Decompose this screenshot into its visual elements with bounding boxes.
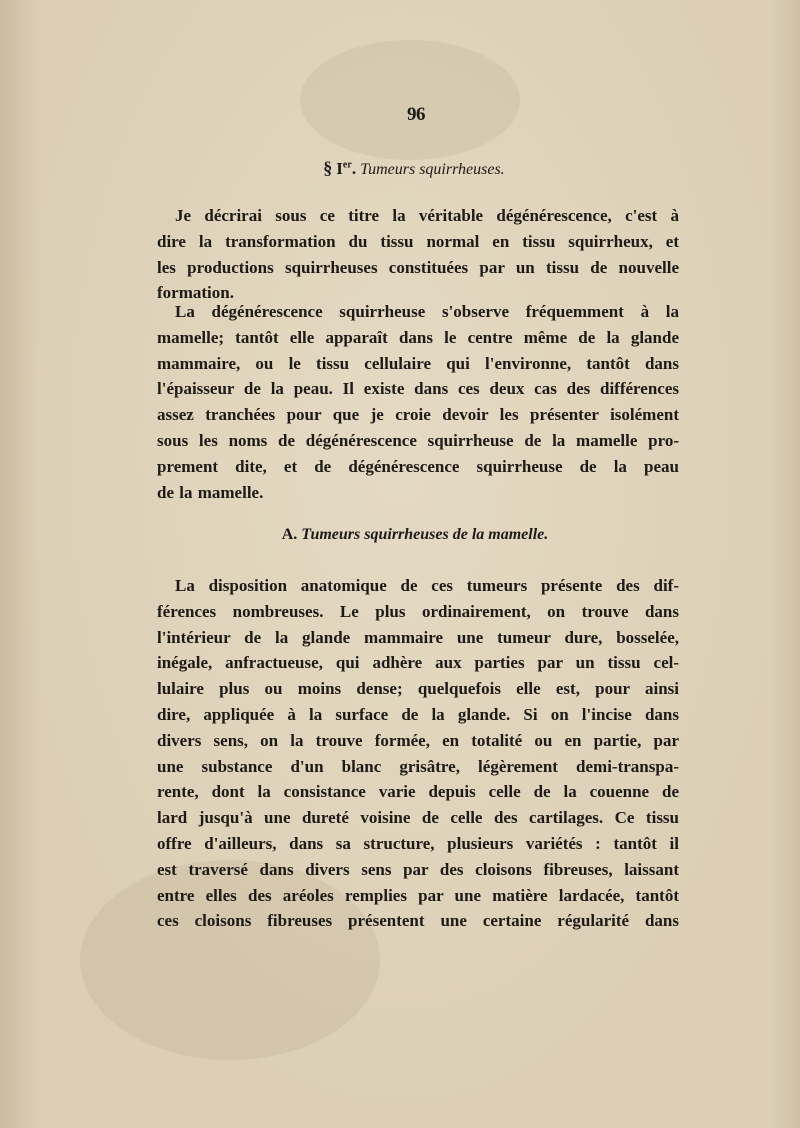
paragraph-line: La dégénérescence squirrheuse s'observe fréquemment à la (175, 302, 679, 321)
paragraph-line: assez tranchées pour que je croie devoir les présenter isolément (157, 405, 679, 425)
paragraph-3 (157, 573, 679, 934)
paragraph-line: La disposition anatomique de ces tumeurs présente des dif- (175, 576, 679, 595)
paragraph-line: sous les noms de dégénérescence squirrheuse de la mamelle pro- (157, 430, 679, 450)
paragraph-line: dire, appliquée à la surface de la glande. Si on l'incise dans (157, 704, 679, 724)
paragraph-line: Je décrirai sous ce titre la véritable dégénérescence, c'est à (175, 206, 679, 225)
section-heading (0, 158, 800, 179)
subsection-letter: A. (281, 526, 298, 543)
paragraph-line: mammaire, ou le tissu cellulaire qui l'environne, tantôt dans (157, 353, 679, 373)
paragraph-line: lulaire plus ou moins dense; quelquefois elle est, pour ainsi (157, 679, 679, 699)
paragraph-line: entre elles des aréoles remplies par une matière lardacée, tantôt (157, 885, 679, 905)
paragraph-line: férences nombreuses. Le plus ordinairement, on trouve dans (157, 601, 679, 621)
paragraph-line: de la mamelle. (157, 482, 264, 502)
paragraph-1 (157, 203, 679, 306)
paragraph-line: lard jusqu'à une dureté voisine de celle des cartilages. Ce tissu (157, 808, 679, 828)
paragraph-line: ces cloisons fibreuses présentent une certaine régularité dans (157, 911, 679, 931)
paragraph-line: une substance d'un blanc grisâtre, légèrement demi-transpa- (157, 756, 679, 776)
paragraph-line: l'intérieur de la glande mammaire une tumeur dure, bosselée, (157, 627, 679, 647)
subsection-heading (0, 526, 800, 544)
paragraph-line: est traversé dans divers sens par des cloisons fibreuses, laissant (157, 859, 679, 879)
section-numeral-sup: er (342, 159, 352, 171)
section-title: Tumeurs squirrheuses. (360, 161, 505, 178)
paragraph-line: rente, dont la consistance varie depuis celle de la couenne de (157, 782, 679, 802)
section-numeral: Ier. (336, 159, 357, 178)
paper-stain (300, 40, 520, 160)
subsection-title: Tumeurs squirrheuses de la mamelle. (301, 526, 549, 543)
paragraph-line: divers sens, on la trouve formée, en totalité ou en partie, par (157, 730, 679, 750)
paragraph-line: mamelle; tantôt elle apparaît dans le centre même de la glande (157, 327, 679, 347)
page-number: 96 (407, 104, 425, 125)
paragraph-line: l'épaisseur de la peau. Il existe dans ces deux cas des différences (157, 379, 679, 399)
paragraph-line: prement dite, et de dégénérescence squirrheuse de la peau (157, 456, 679, 476)
paragraph-2 (157, 299, 679, 505)
paragraph-line: formation. (157, 283, 234, 303)
paragraph-line: dire la transformation du tissu normal en tissu squirrheux, et (157, 231, 679, 251)
paragraph-line: inégale, anfractueuse, qui adhère aux parties par un tissu cel- (157, 653, 679, 673)
paragraph-line: les productions squirrheuses constituées par un tissu de nouvelle (157, 257, 679, 277)
section-symbol: § (323, 158, 333, 178)
section-numeral-text: I (336, 159, 343, 178)
paragraph-line: offre d'ailleurs, dans sa structure, plusieurs variétés : tantôt il (157, 833, 679, 853)
